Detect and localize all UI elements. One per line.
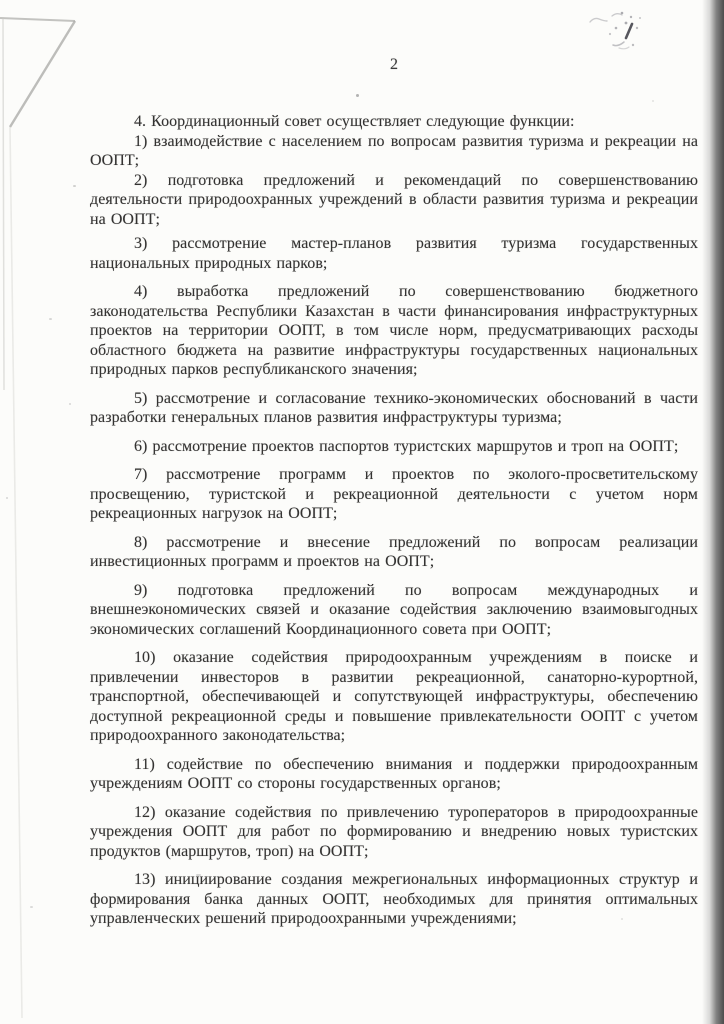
scan-speck bbox=[73, 185, 76, 187]
scan-speck bbox=[49, 318, 52, 320]
scan-speck bbox=[196, 874, 201, 876]
list-item-2: 2) подготовка предложений и рекомендаций по совершенствованию деятельности природоохранных учреждений в области развития туризма и рекреации на ООПТ; bbox=[90, 171, 698, 228]
list-item-3: 3) рассмотрение мастер-планов развития туризма государственных национальных природных парков; bbox=[90, 235, 698, 272]
scan-speck bbox=[621, 918, 623, 920]
scan-speck bbox=[6, 497, 8, 499]
scan-speck bbox=[69, 403, 71, 405]
page-number: 2 bbox=[390, 56, 398, 73]
list-item-12: 12) оказание содействия по привлечению туроператоров в природоохранные учреждения ООПТ для работ по формированию и внедрению новых туристских продуктов (маршрутов, троп) на ООПТ; bbox=[90, 803, 698, 860]
list-item-9: 9) подготовка предложений по вопросам международных и внешнеэкономических связей и оказание содействия заключению взаимовыгодных экономических соглашений Координационного совета при ООПТ; bbox=[90, 581, 698, 638]
scan-edge-shadow bbox=[702, 0, 724, 1024]
clause-4-intro: 4. Координационный совет осуществляет следующие функции: bbox=[134, 113, 575, 130]
scan-speck bbox=[30, 906, 33, 908]
list-item-6: 6) рассмотрение проектов паспортов туристских маршрутов и троп на ООПТ; bbox=[134, 437, 679, 455]
list-item-10: 10) оказание содействия природоохранным учреждениям в поиске и привлечении инвесторов в развитии рекреационной, санаторно-курортной, транспортной, обеспечивающей и сопутствующей инфраструктуры, обеспечению доступной рекреационной среды и повышение привлекательности ООПТ с учетом природоохранного законодательства; bbox=[90, 649, 698, 744]
scan-speck bbox=[652, 100, 654, 102]
document-body bbox=[90, 112, 698, 929]
list-item-8: 8) рассмотрение и внесение предложений по вопросам реализации инвестиционных программ и проектов на ООПТ; bbox=[90, 533, 698, 570]
list-item-4: 4) выработка предложений по совершенствованию бюджетного законодательства Республики Казахстан в части финансирования инфраструктурных проектов на территории ООПТ, в том числе норм, предусматривающих расходы областного бюджета на развитие инфраструктуры государственных национальных природных парков республиканского значения; bbox=[90, 283, 698, 378]
list-item-13: 13) инициирование создания межрегиональных информационных структур и формирования банка данных ООПТ, необходимых для принятия оптимальных управленческих решений природоохранными учреждениями; bbox=[90, 871, 698, 927]
list-item-5: 5) рассмотрение и согласование технико-экономических обоснований в части разработки генеральных планов развития инфраструктуры туризма; bbox=[90, 389, 698, 426]
list-item-7: 7) рассмотрение программ и проектов по эколого-просветительскому просвещению, туристской и рекреационной деятельности с учетом норм рекреационных нагрузок на ООПТ; bbox=[90, 466, 698, 522]
list-item-1: 1) взаимодействие с населением по вопросам развития туризма и рекреации на ООПТ; bbox=[90, 132, 698, 169]
scan-speck bbox=[356, 94, 359, 97]
list-item-11: 11) содействие по обеспечению внимания и поддержки природоохранным учреждениям ООПТ со стороны государственных органов; bbox=[90, 755, 698, 792]
